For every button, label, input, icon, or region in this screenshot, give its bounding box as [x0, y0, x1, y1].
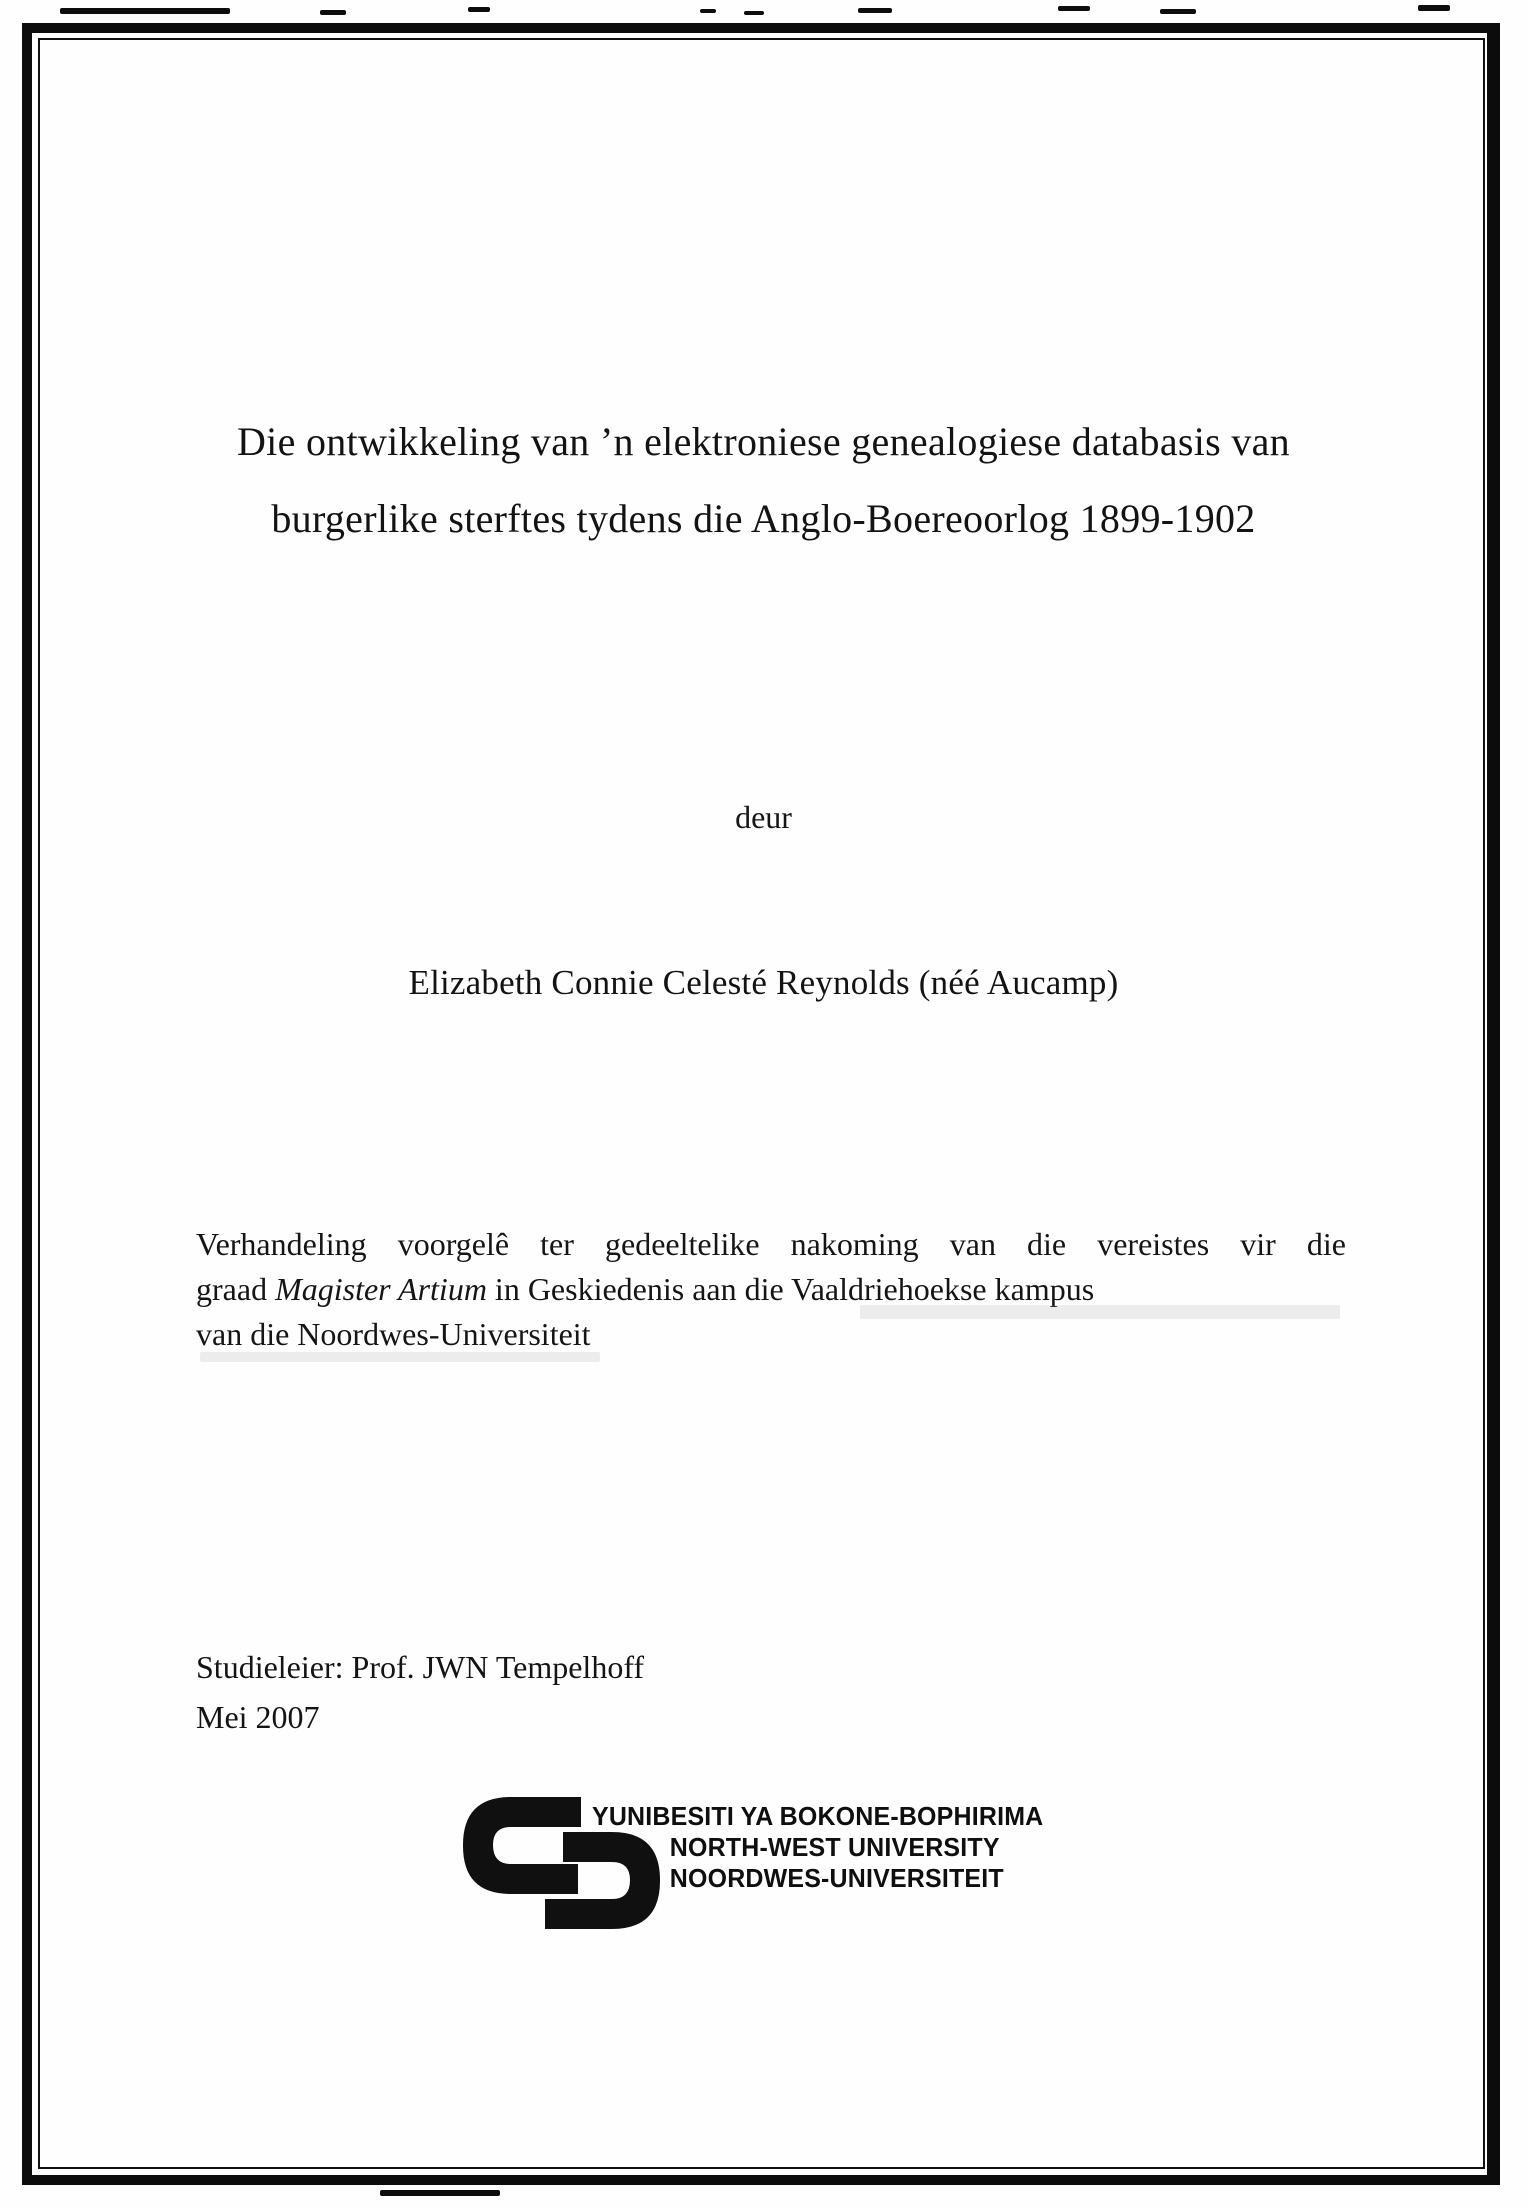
scan-artifact	[1418, 5, 1450, 11]
scan-artifact	[1160, 9, 1196, 14]
statement-line-3: van die Noordwes-Universiteit	[196, 1316, 591, 1352]
title-line-2: burgerlike sterftes tydens die Anglo-Boereoorlog 1899-1902	[271, 496, 1256, 541]
nwu-wordmark	[592, 1801, 1043, 1894]
scan-ghosting	[860, 1305, 1340, 1319]
scan-ghosting	[200, 1352, 600, 1362]
wordmark-line-3: NOORDWES-UNIVERSITEIT	[669, 1863, 1004, 1893]
scan-artifact	[700, 9, 716, 13]
scan-artifact	[60, 8, 230, 14]
statement-line-2-post: in Geskiedenis aan die Vaaldriehoekse kampus	[486, 1271, 1095, 1307]
thesis-statement	[196, 1222, 1346, 1357]
supervisor-block	[196, 1642, 644, 1742]
wordmark-line-2: NORTH-WEST UNIVERSITY	[669, 1832, 1000, 1862]
statement-line-1: Verhandeling voorgelê ter gedeeltelike nakoming van die vereistes vir die	[196, 1226, 1346, 1262]
statement-line-2-pre: graad	[196, 1271, 276, 1307]
byline-deur: deur	[735, 799, 792, 835]
scan-artifact	[1058, 6, 1090, 11]
date-line: Mei 2007	[196, 1699, 320, 1735]
wordmark-line-1: YUNIBESITI YA BOKONE-BOPHIRIMA	[592, 1801, 1044, 1831]
scan-artifact	[380, 2190, 500, 2196]
scan-artifact	[744, 11, 764, 15]
scan-artifact	[468, 7, 490, 12]
author-name: Elizabeth Connie Celesté Reynolds (néé Aucamp)	[408, 963, 1119, 1002]
university-logo	[463, 1795, 1183, 1945]
supervisor-line: Studieleier: Prof. JWN Tempelhoff	[196, 1649, 645, 1685]
degree-name-italic: Magister Artium	[275, 1271, 487, 1307]
scan-artifact	[320, 10, 346, 15]
thesis-title	[0, 403, 1527, 557]
scan-artifact	[858, 8, 892, 13]
title-line-1: Die ontwikkeling van ’n elektroniese genealogiese databasis van	[236, 419, 1290, 464]
